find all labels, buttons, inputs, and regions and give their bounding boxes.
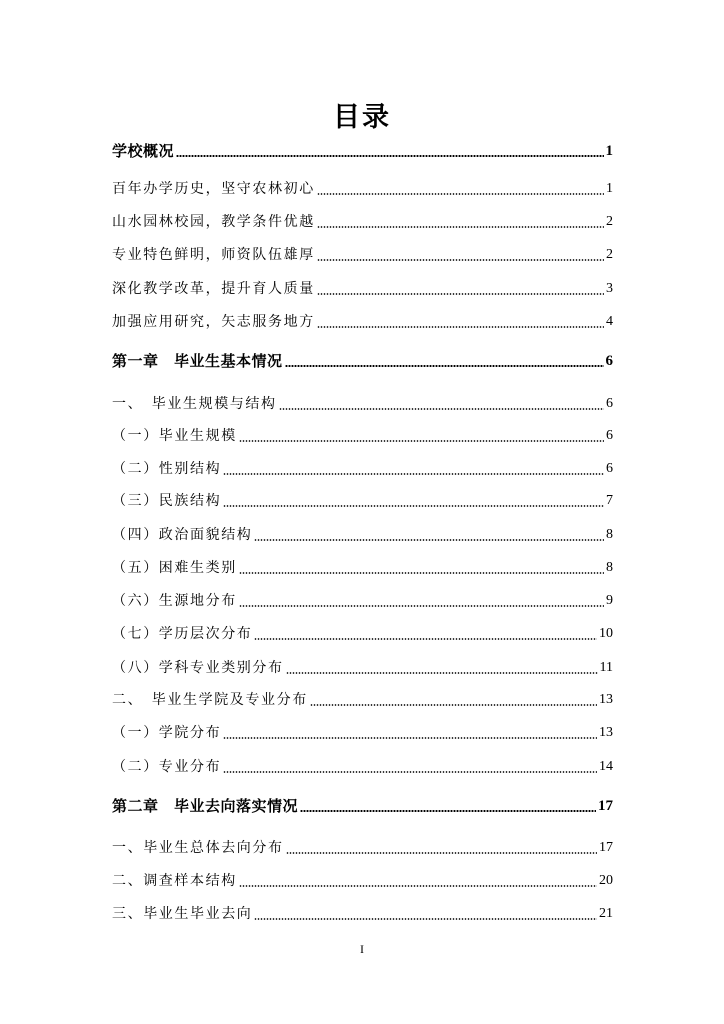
- toc-entry-page-number: 2: [606, 247, 613, 262]
- dot-leader: [317, 226, 604, 228]
- dot-leader: [223, 473, 604, 475]
- toc-entry-label: （五）困难生类别: [112, 560, 237, 576]
- toc-entry-label: （二）专业分布: [112, 759, 222, 775]
- toc-entry-page-number: 4: [606, 314, 613, 329]
- toc-entry-page-number: 10: [599, 626, 613, 641]
- toc-entry[interactable]: [112, 905, 613, 923]
- dot-leader: [285, 365, 604, 367]
- toc-entry[interactable]: [112, 724, 613, 742]
- toc-entry[interactable]: [112, 460, 613, 478]
- toc-entry-label: （一）毕业生规模: [112, 428, 237, 444]
- toc-entry-page-number: 8: [606, 560, 613, 575]
- page-number-footer: I: [360, 942, 364, 956]
- toc-entry-page-number: 17: [598, 798, 613, 814]
- dot-leader: [300, 810, 596, 812]
- toc-entry[interactable]: [112, 180, 613, 198]
- toc-chapter-entry[interactable]: [112, 797, 613, 815]
- toc-entry[interactable]: [112, 526, 613, 544]
- toc-entry-page-number: 6: [605, 353, 613, 369]
- toc-entry[interactable]: [112, 625, 613, 643]
- toc-entry[interactable]: [112, 427, 613, 445]
- toc-entry-label: 二、调查样本结构: [112, 873, 237, 889]
- toc-entry[interactable]: [112, 313, 613, 331]
- toc-entry-page-number: 20: [599, 873, 613, 888]
- toc-entry-page-number: 6: [606, 428, 613, 443]
- toc-entry-page-number: 6: [606, 396, 613, 411]
- toc-entry-label: 第二章 毕业去向落实情况: [112, 797, 299, 815]
- page-title: 目录: [333, 102, 391, 133]
- toc-entry-label: （一）学院分布: [112, 725, 222, 741]
- toc-entry[interactable]: [112, 492, 613, 510]
- toc-entry-page-number: 8: [606, 527, 613, 542]
- toc-entry-label: 山水园林校园，教学条件优越: [112, 214, 315, 230]
- dot-leader: [279, 408, 604, 410]
- dot-leader: [286, 672, 598, 674]
- toc-entry-label: 加强应用研究，矢志服务地方: [112, 314, 315, 330]
- toc-entry[interactable]: [112, 246, 613, 264]
- dot-leader: [254, 539, 604, 541]
- dot-leader: [317, 259, 604, 261]
- dot-leader: [310, 704, 597, 706]
- toc-entry[interactable]: [112, 758, 613, 776]
- toc-entry-page-number: 9: [606, 593, 613, 608]
- toc-entry[interactable]: [112, 559, 613, 577]
- toc-entry-page-number: 17: [599, 840, 613, 855]
- toc-entry[interactable]: [112, 691, 613, 709]
- dot-leader: [254, 918, 597, 920]
- toc-entry-page-number: 7: [606, 493, 613, 508]
- toc-entry-label: 学校概况: [112, 142, 175, 160]
- toc-entry-label: （八）学科专业类别分布: [112, 660, 284, 676]
- dot-leader: [317, 326, 604, 328]
- dot-leader: [176, 155, 603, 157]
- toc-entry-label: （三）民族结构: [112, 493, 222, 509]
- toc-entry[interactable]: [112, 213, 613, 231]
- toc-entry-page-number: 1: [605, 143, 613, 159]
- toc-entry-label: （六）生源地分布: [112, 593, 237, 609]
- dot-leader: [286, 852, 597, 854]
- toc-entry-label: 百年办学历史，坚守农林初心: [112, 181, 315, 197]
- toc-entry-label: 一、 毕业生规模与结构: [112, 396, 277, 412]
- dot-leader: [317, 293, 604, 295]
- toc-entry-label: 一、毕业生总体去向分布: [112, 840, 284, 856]
- toc-entry[interactable]: [112, 659, 613, 677]
- toc-entry[interactable]: [112, 280, 613, 298]
- dot-leader: [223, 771, 597, 773]
- toc-entry-label: （二）性别结构: [112, 461, 222, 477]
- toc-entry[interactable]: [112, 839, 613, 857]
- toc-chapter-entry[interactable]: [112, 352, 613, 370]
- toc-entry-label: （七）学历层次分布: [112, 626, 253, 642]
- dot-leader: [239, 572, 604, 574]
- toc-entry-label: 二、 毕业生学院及专业分布: [112, 692, 308, 708]
- dot-leader: [239, 605, 604, 607]
- toc-entry-label: （四）政治面貌结构: [112, 527, 253, 543]
- toc-entry[interactable]: [112, 592, 613, 610]
- toc-entry-page-number: 3: [606, 281, 613, 296]
- toc-entry-label: 深化教学改革，提升育人质量: [112, 281, 315, 297]
- toc-entry-page-number: 11: [599, 660, 613, 675]
- toc-entry-page-number: 6: [606, 461, 613, 476]
- dot-leader: [317, 193, 604, 195]
- toc-entry-label: 第一章 毕业生基本情况: [112, 352, 283, 370]
- toc-chapter-entry[interactable]: [112, 142, 613, 160]
- dot-leader: [239, 885, 597, 887]
- toc-entry-page-number: 14: [599, 759, 613, 774]
- dot-leader: [239, 440, 604, 442]
- toc-entry-page-number: 13: [599, 692, 613, 707]
- toc-entry-label: 三、毕业生毕业去向: [112, 906, 253, 922]
- toc-entry[interactable]: [112, 872, 613, 890]
- dot-leader: [254, 638, 597, 640]
- toc-entry-page-number: 13: [599, 725, 613, 740]
- dot-leader: [223, 505, 604, 507]
- toc-entry-label: 专业特色鲜明，师资队伍雄厚: [112, 247, 315, 263]
- dot-leader: [223, 737, 597, 739]
- toc-entry[interactable]: [112, 395, 613, 413]
- toc-entry-page-number: 2: [606, 214, 613, 229]
- toc-entry-page-number: 1: [606, 181, 613, 196]
- toc-entry-page-number: 21: [599, 906, 613, 921]
